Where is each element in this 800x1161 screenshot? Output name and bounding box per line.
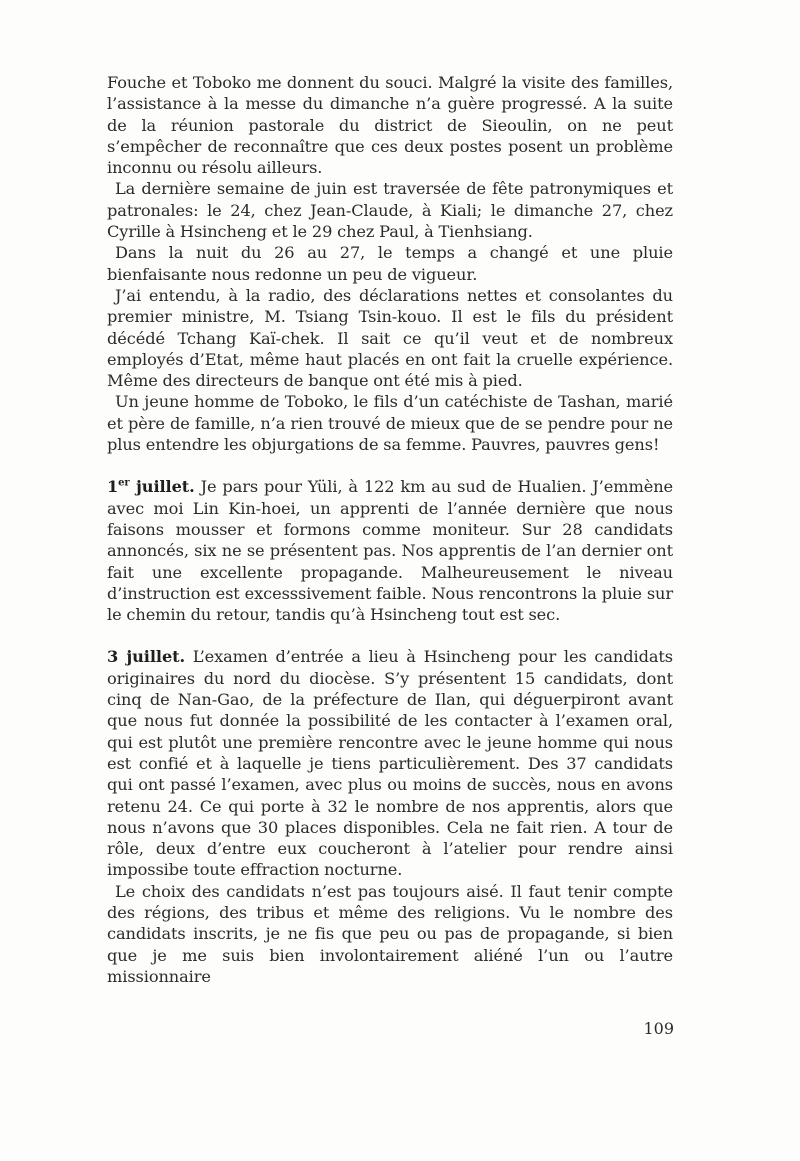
- paragraph-last: Le choix des candidats n’est pas toujours aisé. Il faut tenir compte des régions, des tribus et même des religions. Vu le nombre des candidats inscrits, je ne fis que peu ou pas de propagande, si bien que je me suis bien involontairement aliéné l’un ou l’autre missionnaire: [107, 881, 673, 986]
- page-number: 109: [643, 1019, 674, 1038]
- entry-2-date: 3 juillet.: [107, 647, 186, 667]
- section-gap: [107, 455, 673, 476]
- paragraph-2: La dernière semaine de juin est traversée de fête patronymiques et patronales: le 24, chez Jean-Claude, à Kiali; le dimanche 27, chez Cyrille à Hsincheng et le 29 chez Paul, à Tienhsiang.: [107, 179, 673, 242]
- paragraph-1: Fouche et Toboko me donnent du souci. Malgré la visite des familles, l’assistance à la messe du dimanche n’a guère progressé. A la suite de la réunion pastorale du district de Sieoulin, on ne peut s’empêcher de reconnaître que ces deux postes posent un problème inconnu ou résolu ailleurs.: [107, 73, 673, 178]
- body-text: [107, 72, 673, 987]
- entry-1-date-day: 1: [107, 477, 119, 497]
- entry-1-july: [107, 476, 673, 625]
- entry-3-july: [107, 646, 673, 880]
- paragraph-4: J’ai entendu, à la radio, des déclarations nettes et consolantes du premier ministre, M. Tsiang Tsin-kouo. Il est le fils du président décédé Tchang Kaï-chek. Il sait ce qu’il veut et de nombreux employés d’Etat, même haut placés en ont fait la cruelle expérience. Même des directeurs de banque ont été mis à pied.: [107, 285, 673, 391]
- entry-1-date: [107, 477, 195, 496]
- paragraph-3: Dans la nuit du 26 au 27, le temps a changé et une pluie bienfaisante nous redonne un peu de vigueur.: [107, 243, 673, 284]
- entry-2-text: L’examen d’entrée a lieu à Hsincheng pour les candidats originaires du nord du diocèse. S’y présentent 15 candidats, dont cinq de Nan-Gao, de la préfecture de Ilan, qui déguerpiront avant que nous fut donnée la possibilité de les contacter à l’examen oral, qui est plutôt une première rencontre avec le jeune homme qui nous est confié et à laquelle je tiens particulièrement. Des 37 candidats qui ont passé l’examen, avec plus ou moins de succès, nous en avons retenu 24. Ce qui porte à 32 le nombre de nos apprentis, alors que nous n’avons que 30 places disponibles. Cela ne fait rien. A tour de rôle, deux d’entre eux coucheront à l’atelier pour rendre ainsi impossibe toute effraction nocturne.: [107, 647, 673, 880]
- entry-1-text: Je pars pour Yüli, à 122 km au sud de Hualien. J’emmène avec moi Lin Kin-hoei, un apprenti de l’année dernière que nous faisons mousser et formons comme moniteur. Sur 28 candidats annoncés, six ne se présentent pas. Nos apprentis de l’an dernier ont fait une excellente propagande. Malheureusement le niveau d’instruction est excesssivement faible. Nous rencontrons la pluie sur le chemin du retour, tandis qu’à Hsincheng tout est sec.: [107, 477, 673, 625]
- entry-1-date-month: juillet.: [129, 477, 195, 497]
- entry-1-date-sup: er: [118, 477, 130, 489]
- paragraph-5: Un jeune homme de Toboko, le fils d’un catéchiste de Tashan, marié et père de famille, n’a rien trouvé de mieux que de se pendre pour ne plus entendre les objurgations de sa femme. Pauvres, pauvres gens!: [107, 392, 673, 455]
- section-gap: [107, 625, 673, 646]
